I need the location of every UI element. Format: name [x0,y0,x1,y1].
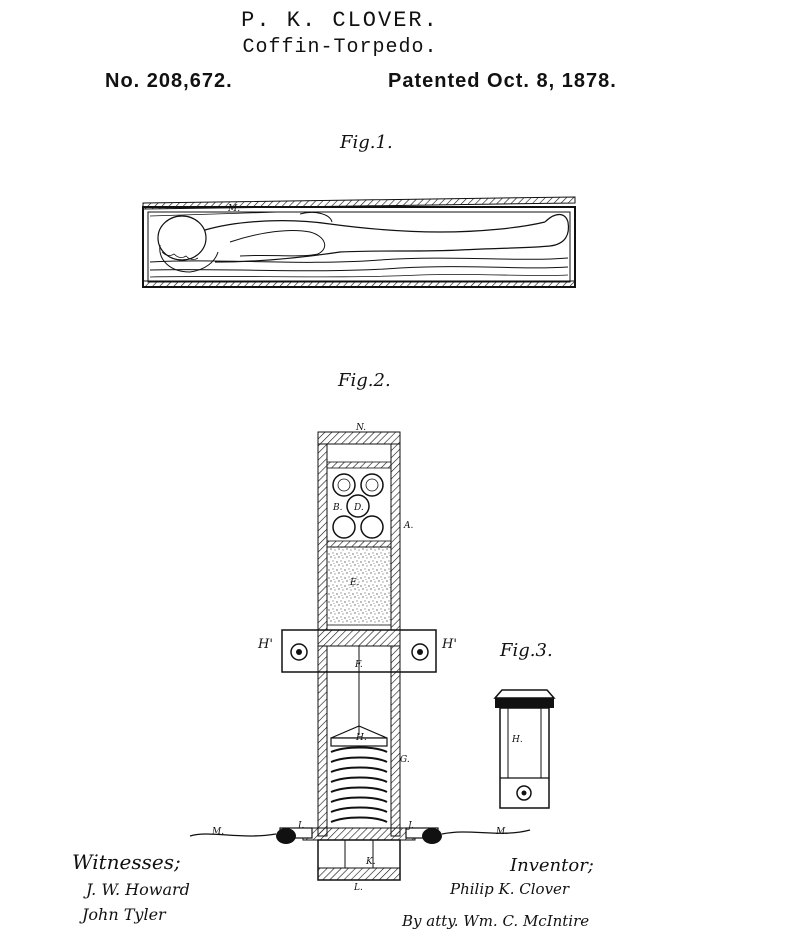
label-m-right: M. [496,827,509,837]
inventor-label: Inventor; [510,855,594,876]
fig1-coffin [143,197,575,287]
attorney-signature: By atty. Wm. C. McIntire [402,912,590,930]
witnesses-label: Witnesses; [72,850,181,874]
label-e: E. [350,578,360,588]
patent-date: Patented Oct. 8, 1878. [388,70,617,92]
label-m-fig1: M. [228,204,241,214]
label-h-prime-left: H' [258,637,273,652]
label-g: G. [400,755,410,765]
label-a: A. [404,521,414,531]
patent-title: Coffin-Torpedo. [242,36,438,59]
inventor-name: P. K. CLOVER. [241,8,439,33]
label-j: J. [408,821,414,831]
label-h-prime-right: H' [442,637,457,652]
fig2-caption: Fig.2. [338,370,391,391]
fig1-caption: Fig.1. [340,132,393,153]
inventor-signature: Philip K. Clover [450,880,570,898]
witness-signature-1: J. W. Howard [86,880,190,899]
witness-signature-2: John Tyler [82,905,166,924]
label-l: L. [354,883,363,893]
fig3-caption: Fig.3. [500,640,553,661]
fig3-plug [495,690,554,808]
label-b: B. [333,503,343,513]
patent-number: No. 208,672. [105,70,233,92]
label-i: I. [298,821,305,831]
fig2-torpedo [190,432,530,880]
label-d: D. [354,503,364,513]
label-h-fig3: H. [512,735,523,745]
label-n: N. [356,423,367,433]
label-k: K. [366,857,376,867]
label-h-fig2: H. [356,733,367,743]
label-m-left: M. [212,827,225,837]
label-f: F. [355,660,363,670]
